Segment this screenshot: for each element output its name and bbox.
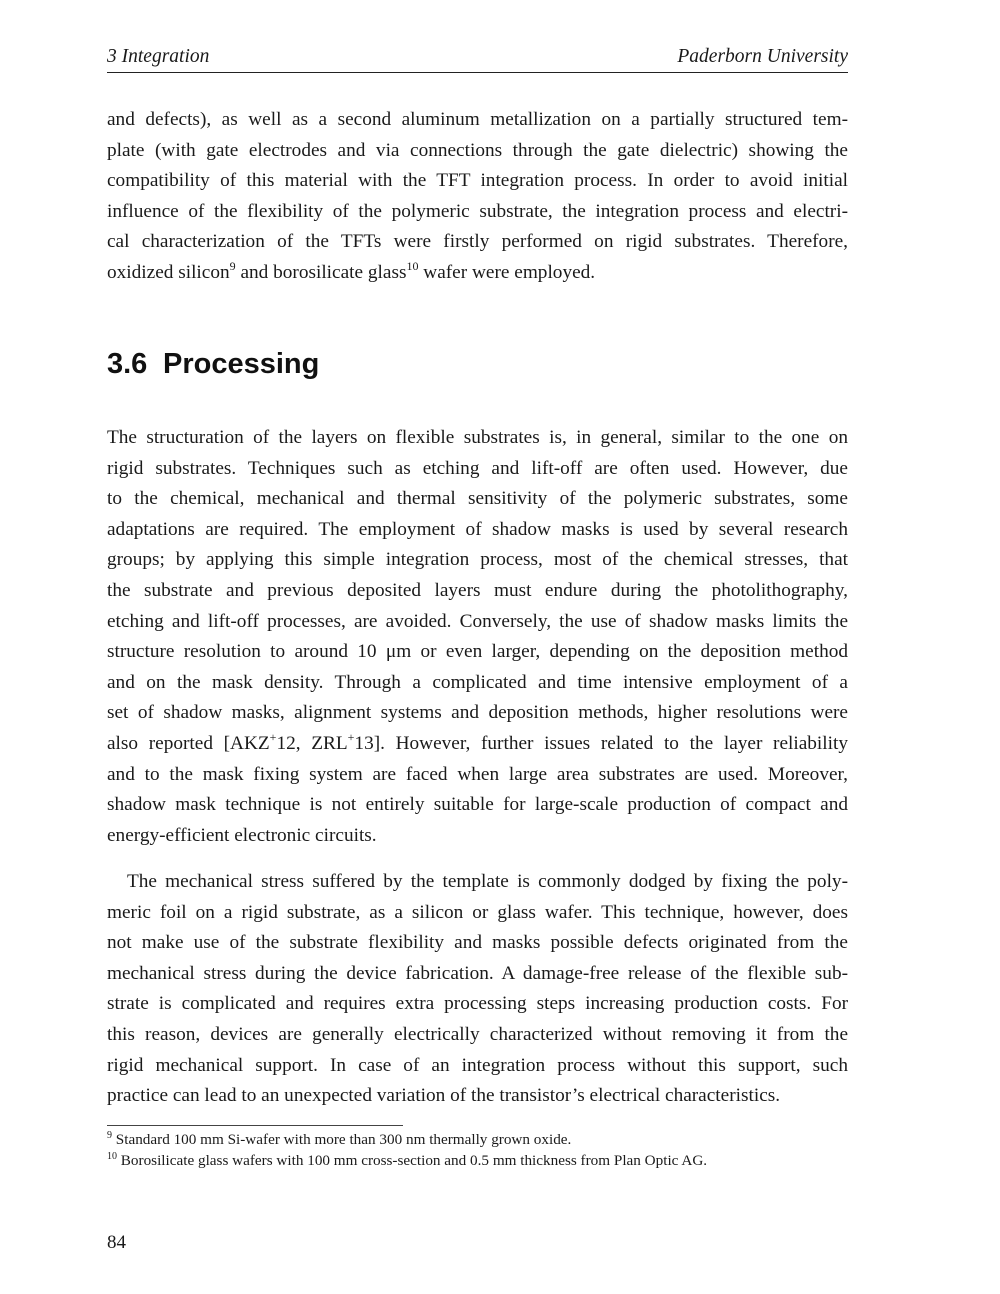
footnote — [107, 1151, 848, 1172]
text-line — [107, 1020, 848, 1051]
text-run: groups; by applying this simple integration process, most of the chemical stresses, that — [107, 549, 848, 571]
text-run: energy-efficient electronic circuits. — [107, 824, 377, 846]
text-run: compatibility of this material with the TFT integration process. In order to avoid initial — [107, 170, 848, 192]
text-run: meric foil on a rigid substrate, as a silicon or glass wafer. This technique, however, does — [107, 901, 848, 923]
text-run: cal characterization of the TFTs were firstly performed on rigid substrates. Therefore, — [107, 231, 848, 253]
superscript: 10 — [406, 258, 419, 273]
text-line — [107, 258, 848, 289]
superscript: + — [347, 729, 355, 744]
institution-name: Paderborn University — [677, 46, 848, 67]
text-run: set of shadow masks, alignment systems and deposition methods, higher resolutions were — [107, 702, 848, 724]
text-run: and defects), as well as a second aluminum metallization on a partially structured tem- — [107, 109, 848, 130]
text-line — [107, 136, 848, 167]
text-line — [107, 545, 848, 576]
text-run: and on the mask density. Through a complicated and time intensive employment of a — [107, 671, 848, 693]
text-line — [107, 821, 848, 852]
text-run: The mechanical stress suffered by the template is commonly dodged by fixing the poly- — [127, 871, 848, 892]
footnote-mark: 9 — [107, 1130, 112, 1141]
text-line — [107, 484, 848, 515]
text-run: and to the mask fixing system are faced when large area substrates are used. Moreover, — [107, 763, 848, 785]
footnotes — [107, 1130, 848, 1171]
text-line — [107, 576, 848, 607]
text-run: the substrate and previous deposited layers must endure during the photolithography, — [107, 579, 848, 601]
text-run: influence of the flexibility of the polymeric substrate, the integration process and electri- — [107, 200, 848, 222]
footnote-divider — [107, 1125, 403, 1126]
text-line — [107, 637, 848, 668]
text-line — [107, 928, 848, 959]
text-line — [107, 197, 848, 228]
intro-paragraph — [107, 105, 848, 289]
section-heading — [107, 348, 319, 381]
text-run: also reported [AKZ — [107, 732, 270, 754]
running-header — [107, 44, 848, 73]
text-line — [107, 698, 848, 729]
text-run: adaptations are required. The employment of shadow masks is used by several research — [107, 518, 848, 540]
text-line — [107, 898, 848, 929]
footnote — [107, 1130, 848, 1151]
text-line — [107, 227, 848, 258]
page-number: 84 — [107, 1232, 126, 1253]
text-line — [107, 423, 848, 454]
text-run: etching and lift-off processes, are avoided. Conversely, the use of shadow masks limits the — [107, 610, 848, 632]
text-line — [107, 1051, 848, 1082]
superscript: 9 — [229, 258, 236, 273]
text-line — [107, 166, 848, 197]
text-line — [107, 515, 848, 546]
text-run: rigid mechanical support. In case of an integration process without this support, such — [107, 1054, 848, 1076]
text-run: oxidized silicon — [107, 261, 230, 283]
text-run: this reason, devices are generally electrically characterized without removing it from the — [107, 1023, 848, 1045]
text-line — [107, 1081, 848, 1112]
text-run: and borosilicate glass — [235, 261, 407, 283]
superscript: + — [269, 729, 277, 744]
text-line — [107, 760, 848, 791]
processing-paragraph-1 — [107, 423, 848, 851]
footnote-mark: 10 — [107, 1150, 117, 1162]
footnote-text: Borosilicate glass wafers with 100 mm cross-section and 0.5 mm thickness from Plan Optic AG. — [117, 1151, 708, 1169]
text-line — [107, 989, 848, 1020]
text-run: not make use of the substrate flexibility and masks possible defects originated from the — [107, 932, 848, 954]
text-run: The structuration of the layers on flexible substrates is, in general, similar to the one on — [107, 427, 848, 448]
text-line — [107, 607, 848, 638]
text-run: mechanical stress during the device fabrication. A damage-free release of the flexible sub- — [107, 962, 848, 984]
chapter-title: 3 Integration — [107, 46, 210, 67]
text-run: strate is complicated and requires extra processing steps increasing production costs. For — [107, 993, 848, 1015]
text-run: to the chemical, mechanical and thermal sensitivity of the polymeric substrates, some — [107, 488, 848, 510]
text-line — [107, 454, 848, 485]
text-line — [107, 867, 848, 898]
text-line — [107, 959, 848, 990]
text-run: 13]. However, further issues related to the layer reliability — [354, 732, 848, 754]
text-line — [107, 668, 848, 699]
text-run: plate (with gate electrodes and via connections through the gate dielectric) showing the — [107, 139, 848, 161]
section-number: 3.6 — [107, 348, 148, 380]
text-run: 12, ZRL — [276, 732, 348, 754]
text-line — [107, 790, 848, 821]
text-line — [107, 729, 848, 760]
text-run: wafer were employed. — [418, 261, 596, 283]
text-run: structure resolution to around 10 μm or even larger, depending on the deposition method — [107, 641, 848, 663]
text-run: rigid substrates. Techniques such as etching and lift-off are often used. However, due — [107, 457, 848, 479]
text-run: shadow mask technique is not entirely suitable for large-scale production of compact and — [107, 794, 848, 816]
processing-paragraph-2 — [107, 867, 848, 1112]
section-title: Processing — [163, 348, 320, 380]
footnote-text: Standard 100 mm Si-wafer with more than 300 nm thermally grown oxide. — [112, 1131, 572, 1148]
text-run: practice can lead to an unexpected variation of the transistor’s electrical characteristics. — [107, 1085, 781, 1107]
text-line — [107, 105, 848, 136]
